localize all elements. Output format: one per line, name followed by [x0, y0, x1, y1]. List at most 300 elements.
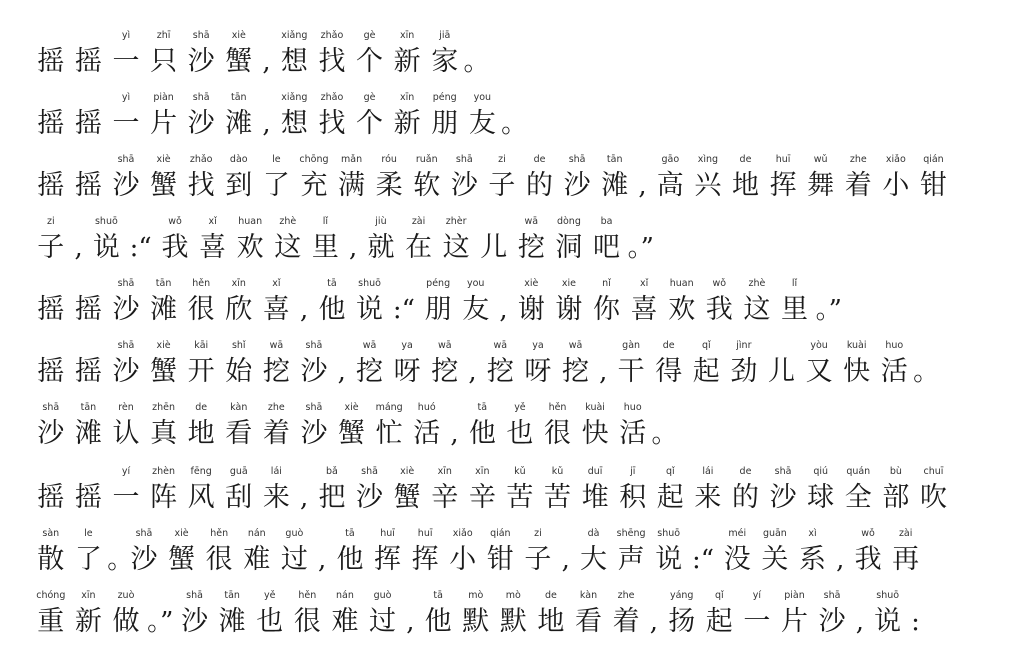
character-with-pinyin — [869, 590, 907, 646]
hanzi: 在 — [405, 232, 433, 263]
pinyin: mò — [505, 590, 521, 601]
character-with-pinyin — [763, 340, 801, 396]
pinyin: de — [544, 590, 557, 601]
hanzi: 找 — [318, 108, 346, 139]
character-with-pinyin — [351, 92, 389, 148]
pinyin: shuō — [94, 216, 118, 227]
hanzi: 子 — [37, 232, 65, 263]
pinyin: you — [473, 92, 492, 103]
character-with-pinyin — [483, 154, 521, 210]
pinyin: wǔ — [813, 154, 828, 165]
text-line-4 — [32, 216, 656, 272]
hanzi: 兴 — [694, 170, 722, 201]
character-with-pinyin — [258, 154, 296, 210]
character-with-pinyin — [614, 402, 652, 458]
character-with-pinyin — [802, 466, 840, 522]
hanzi: 很 — [293, 606, 321, 637]
pinyin: máng — [375, 402, 403, 413]
pinyin: de — [662, 340, 675, 351]
pinyin: kuài — [585, 402, 605, 413]
hanzi: 新 — [393, 108, 421, 139]
character-with-pinyin — [650, 340, 688, 396]
punctuation-mark: :“ — [129, 233, 152, 263]
character-with-pinyin — [258, 278, 296, 334]
pinyin: gè — [363, 92, 376, 103]
hanzi: 沙 — [130, 544, 158, 575]
character-with-pinyin — [313, 30, 351, 86]
hanzi: 难 — [331, 606, 359, 637]
punctuation — [295, 278, 313, 334]
punctuation — [913, 340, 940, 396]
pinyin: tā — [327, 278, 337, 289]
pinyin: zhè — [748, 278, 766, 289]
character-with-pinyin — [32, 590, 70, 646]
hanzi: 很 — [187, 294, 215, 325]
character-with-pinyin — [701, 590, 739, 646]
character-with-pinyin — [802, 154, 840, 210]
hanzi: 说 — [92, 232, 120, 263]
punctuation — [651, 402, 678, 458]
character-with-pinyin — [369, 528, 407, 584]
hanzi: 又 — [805, 356, 833, 387]
punctuation — [688, 528, 719, 584]
pinyin: piàn — [784, 590, 805, 601]
hanzi: 新 — [393, 46, 421, 77]
character-with-pinyin — [107, 278, 145, 334]
character-with-pinyin — [625, 278, 663, 334]
hanzi: 挥 — [374, 544, 402, 575]
hanzi: 只 — [150, 46, 178, 77]
character-with-pinyin — [32, 278, 70, 334]
hanzi: 挥 — [769, 170, 797, 201]
pinyin: qǐ — [665, 466, 675, 477]
character-with-pinyin — [145, 92, 183, 148]
pinyin: tā — [345, 528, 355, 539]
character-with-pinyin — [362, 216, 400, 272]
character-with-pinyin — [289, 590, 327, 646]
character-with-pinyin — [400, 216, 438, 272]
punctuation-mark: , — [638, 171, 647, 201]
hanzi: 滩 — [601, 170, 629, 201]
character-with-pinyin — [513, 216, 551, 272]
hanzi: 呀 — [393, 356, 421, 387]
hanzi: 我 — [161, 232, 189, 263]
pinyin: huo — [623, 402, 642, 413]
hanzi: 朋 — [431, 108, 459, 139]
pinyin: wǒ — [168, 216, 182, 227]
pinyin: de — [533, 154, 546, 165]
pinyin: shā — [192, 92, 210, 103]
hanzi: 这 — [274, 232, 302, 263]
character-with-pinyin — [576, 402, 614, 458]
pinyin: ruǎn — [415, 154, 438, 165]
character-with-pinyin — [107, 590, 145, 646]
pinyin: qián — [923, 154, 944, 165]
hanzi: 沙 — [37, 418, 65, 449]
character-with-pinyin — [457, 590, 495, 646]
pinyin: duī — [587, 466, 603, 477]
pinyin: yì — [121, 30, 131, 41]
hanzi: 说 — [356, 294, 384, 325]
pinyin: xì — [808, 528, 817, 539]
character-with-pinyin — [776, 590, 814, 646]
punctuation — [258, 30, 276, 86]
hanzi: 高 — [656, 170, 684, 201]
hanzi: 他 — [336, 544, 364, 575]
hanzi: 蟹 — [393, 482, 421, 513]
hanzi: 刮 — [225, 482, 253, 513]
hanzi: 喜 — [262, 294, 290, 325]
pinyin: xìng — [697, 154, 719, 165]
hanzi: 起 — [656, 482, 684, 513]
character-with-pinyin — [688, 340, 726, 396]
hanzi: 做 — [112, 606, 140, 637]
hanzi: 他 — [468, 418, 496, 449]
character-with-pinyin — [464, 466, 502, 522]
character-with-pinyin — [444, 528, 482, 584]
pinyin: zi — [46, 216, 55, 227]
hanzi: 球 — [807, 482, 835, 513]
hanzi: 积 — [619, 482, 647, 513]
hanzi: 钳 — [486, 544, 514, 575]
pinyin: huó — [417, 402, 436, 413]
character-with-pinyin — [182, 340, 220, 396]
hanzi: 摇 — [74, 294, 102, 325]
pinyin: zhēn — [152, 402, 176, 413]
text-line-5 — [32, 278, 844, 334]
pinyin: zhe — [849, 154, 867, 165]
pinyin: hěn — [548, 402, 567, 413]
hanzi: 摇 — [37, 170, 65, 201]
pinyin: lǐ — [791, 278, 798, 289]
pinyin: le — [84, 528, 93, 539]
character-with-pinyin — [32, 154, 70, 210]
hanzi: 滩 — [225, 108, 253, 139]
pinyin: nán — [336, 590, 354, 601]
hanzi: 挖 — [262, 356, 290, 387]
character-with-pinyin — [588, 216, 626, 272]
hanzi: 大 — [580, 544, 608, 575]
pinyin: qǐ — [701, 340, 711, 351]
pinyin: yí — [121, 466, 131, 477]
punctuation — [594, 340, 612, 396]
hanzi: 了 — [262, 170, 290, 201]
character-with-pinyin — [364, 590, 402, 646]
hanzi: 蟹 — [225, 46, 253, 77]
character-with-pinyin — [276, 528, 314, 584]
hanzi: 挖 — [562, 356, 590, 387]
character-with-pinyin — [725, 340, 763, 396]
hanzi: 着 — [612, 606, 640, 637]
hanzi: 蟹 — [150, 356, 178, 387]
hanzi: 没 — [723, 544, 751, 575]
hanzi: 子 — [488, 170, 516, 201]
character-with-pinyin — [182, 278, 220, 334]
character-with-pinyin — [220, 402, 258, 458]
hanzi: 摇 — [74, 46, 102, 77]
punctuation — [125, 216, 156, 272]
character-with-pinyin — [258, 466, 296, 522]
hanzi: 家 — [431, 46, 459, 77]
hanzi: 挖 — [431, 356, 459, 387]
hanzi: 滩 — [218, 606, 246, 637]
pinyin: shuō — [876, 590, 900, 601]
pinyin: mǎn — [340, 154, 363, 165]
character-with-pinyin — [877, 466, 915, 522]
hanzi: 一 — [112, 46, 140, 77]
text-line-10 — [32, 590, 924, 646]
pinyin: tān — [155, 278, 172, 289]
hanzi: 很 — [205, 544, 233, 575]
character-with-pinyin — [756, 528, 794, 584]
character-with-pinyin — [182, 154, 220, 210]
pinyin: dà — [587, 528, 600, 539]
hanzi: 这 — [743, 294, 771, 325]
pinyin: zhī — [156, 30, 171, 41]
hanzi: 蟹 — [150, 170, 178, 201]
hanzi: 滩 — [150, 294, 178, 325]
pinyin: zhe — [617, 590, 635, 601]
character-with-pinyin — [521, 154, 559, 210]
pinyin: huī — [775, 154, 791, 165]
punctuation — [446, 402, 464, 458]
character-with-pinyin — [220, 154, 258, 210]
pinyin: shā — [117, 278, 135, 289]
character-with-pinyin — [663, 278, 701, 334]
character-with-pinyin — [351, 340, 389, 396]
character-with-pinyin — [539, 466, 577, 522]
character-with-pinyin — [70, 154, 108, 210]
character-with-pinyin — [482, 528, 520, 584]
hanzi: 默 — [499, 606, 527, 637]
hanzi: 朋 — [424, 294, 452, 325]
pinyin: xǐ — [272, 278, 281, 289]
hanzi: 的 — [731, 482, 759, 513]
punctuation-mark: , — [599, 357, 608, 387]
pinyin: jiù — [375, 216, 387, 227]
punctuation-mark: , — [300, 295, 309, 325]
punctuation-mark: , — [262, 109, 271, 139]
pinyin: yě — [514, 402, 526, 413]
pinyin: de — [739, 154, 752, 165]
hanzi: 快 — [843, 356, 871, 387]
hanzi: 也 — [506, 418, 534, 449]
punctuation-mark: 。 — [913, 357, 940, 387]
character-with-pinyin — [258, 340, 296, 396]
hanzi: 关 — [761, 544, 789, 575]
hanzi: 子 — [524, 544, 552, 575]
hanzi: 默 — [462, 606, 490, 637]
character-with-pinyin — [220, 92, 258, 148]
pinyin: bǎ — [326, 466, 338, 477]
character-with-pinyin — [107, 30, 145, 86]
character-with-pinyin — [70, 92, 108, 148]
hanzi: 呀 — [524, 356, 552, 387]
pinyin: nán — [247, 528, 266, 539]
pinyin: shā — [305, 402, 323, 413]
hanzi: 很 — [544, 418, 572, 449]
hanzi: 沙 — [112, 356, 140, 387]
hanzi: 难 — [243, 544, 271, 575]
pinyin: xiè — [524, 278, 539, 289]
punctuation-mark: , — [836, 545, 845, 575]
pinyin: chuī — [923, 466, 944, 477]
character-with-pinyin — [519, 340, 557, 396]
character-with-pinyin — [107, 466, 145, 522]
punctuation — [634, 154, 652, 210]
pinyin: zhè — [279, 216, 297, 227]
pinyin: shuō — [358, 278, 381, 289]
pinyin: xīn — [231, 278, 246, 289]
character-with-pinyin — [457, 278, 495, 334]
pinyin: zài — [411, 216, 426, 227]
character-with-pinyin — [176, 590, 214, 646]
character-with-pinyin — [326, 590, 364, 646]
pinyin: shā — [192, 30, 210, 41]
hanzi: 洞 — [555, 232, 583, 263]
punctuation — [645, 590, 663, 646]
pinyin: lái — [270, 466, 282, 477]
character-with-pinyin — [612, 340, 650, 396]
character-with-pinyin — [182, 402, 220, 458]
character-with-pinyin — [388, 340, 426, 396]
character-with-pinyin — [464, 402, 502, 458]
hanzi: 软 — [413, 170, 441, 201]
pinyin: wā — [269, 340, 284, 351]
pinyin: shā — [117, 340, 135, 351]
character-with-pinyin — [269, 216, 307, 272]
character-with-pinyin — [839, 154, 877, 210]
punctuation — [501, 92, 528, 148]
hanzi: 扬 — [668, 606, 696, 637]
punctuation-mark: , — [74, 233, 83, 263]
pinyin: qǐ — [714, 590, 724, 601]
hanzi: 滩 — [74, 418, 102, 449]
hanzi: 过 — [369, 606, 397, 637]
pinyin: wā — [524, 216, 539, 227]
hanzi: 摇 — [74, 356, 102, 387]
punctuation-mark: : — [911, 607, 920, 637]
character-with-pinyin — [251, 590, 289, 646]
hanzi: 来 — [694, 482, 722, 513]
text-line-9 — [32, 528, 924, 584]
punctuation-mark: , — [318, 545, 327, 575]
hanzi: 沙 — [769, 482, 797, 513]
hanzi: 起 — [692, 356, 720, 387]
pinyin: chōng — [299, 154, 329, 165]
hanzi: 认 — [112, 418, 140, 449]
pinyin: wǒ — [861, 528, 875, 539]
pinyin: xiè — [231, 30, 246, 41]
pinyin: de — [195, 402, 208, 413]
hanzi: 过 — [280, 544, 308, 575]
character-with-pinyin — [220, 466, 258, 522]
character-with-pinyin — [295, 154, 333, 210]
character-with-pinyin — [838, 340, 876, 396]
character-with-pinyin — [800, 340, 838, 396]
hanzi: 活 — [413, 418, 441, 449]
punctuation — [557, 528, 575, 584]
pinyin: jiā — [439, 30, 451, 41]
hanzi: 谢 — [517, 294, 545, 325]
hanzi: 找 — [187, 170, 215, 201]
pinyin: nǐ — [602, 278, 611, 289]
character-with-pinyin — [495, 590, 533, 646]
pinyin: shā — [117, 154, 135, 165]
pinyin: kāi — [194, 340, 209, 351]
character-with-pinyin — [295, 402, 333, 458]
character-with-pinyin — [220, 340, 258, 396]
hanzi: 一 — [743, 606, 771, 637]
punctuation — [463, 30, 490, 86]
hanzi: 个 — [356, 108, 384, 139]
punctuation — [813, 278, 844, 334]
pinyin: xiǎng — [281, 30, 308, 41]
character-with-pinyin — [719, 528, 757, 584]
pinyin: kàn — [230, 402, 248, 413]
hanzi: 沙 — [112, 170, 140, 201]
hanzi: 忙 — [375, 418, 403, 449]
character-with-pinyin — [307, 216, 345, 272]
punctuation-mark: :“ — [691, 545, 715, 575]
pinyin: dòng — [556, 216, 581, 227]
pinyin: shēng — [616, 528, 646, 539]
hanzi: 沙 — [300, 356, 328, 387]
hanzi: 看 — [225, 418, 253, 449]
hanzi: 全 — [844, 482, 872, 513]
character-with-pinyin — [145, 30, 183, 86]
pinyin: mò — [468, 590, 484, 601]
hanzi: 到 — [225, 170, 253, 201]
pinyin: zhǎo — [320, 92, 344, 103]
hanzi: 摇 — [37, 294, 65, 325]
hanzi: 我 — [705, 294, 733, 325]
punctuation — [258, 92, 276, 148]
pinyin: jìnr — [736, 340, 752, 351]
pinyin: xiǎng — [281, 92, 308, 103]
character-with-pinyin — [550, 278, 588, 334]
hanzi: 来 — [262, 482, 290, 513]
hanzi: 再 — [892, 544, 920, 575]
hanzi: 沙 — [450, 170, 478, 201]
hanzi: 部 — [882, 482, 910, 513]
hanzi: 友 — [468, 108, 496, 139]
pinyin: zi — [534, 528, 542, 539]
pinyin: zhe — [267, 402, 285, 413]
hanzi: 喜 — [199, 232, 227, 263]
punctuation-mark: , — [262, 47, 271, 77]
character-with-pinyin — [70, 278, 108, 334]
hanzi: 摇 — [37, 108, 65, 139]
hanzi: 了 — [74, 544, 102, 575]
punctuation — [851, 590, 869, 646]
character-with-pinyin — [915, 154, 953, 210]
punctuation — [145, 590, 176, 646]
character-with-pinyin — [557, 340, 595, 396]
text-line-2 — [32, 92, 528, 148]
punctuation-mark: , — [649, 607, 659, 637]
pinyin: gè — [363, 30, 376, 41]
hanzi: 小 — [449, 544, 477, 575]
pinyin: ba — [600, 216, 613, 227]
character-with-pinyin — [650, 528, 688, 584]
character-with-pinyin — [727, 466, 765, 522]
pinyin: xiè — [400, 466, 415, 477]
character-with-pinyin — [107, 92, 145, 148]
pinyin: tā — [477, 402, 488, 413]
character-with-pinyin — [231, 216, 269, 272]
character-with-pinyin — [701, 278, 739, 334]
